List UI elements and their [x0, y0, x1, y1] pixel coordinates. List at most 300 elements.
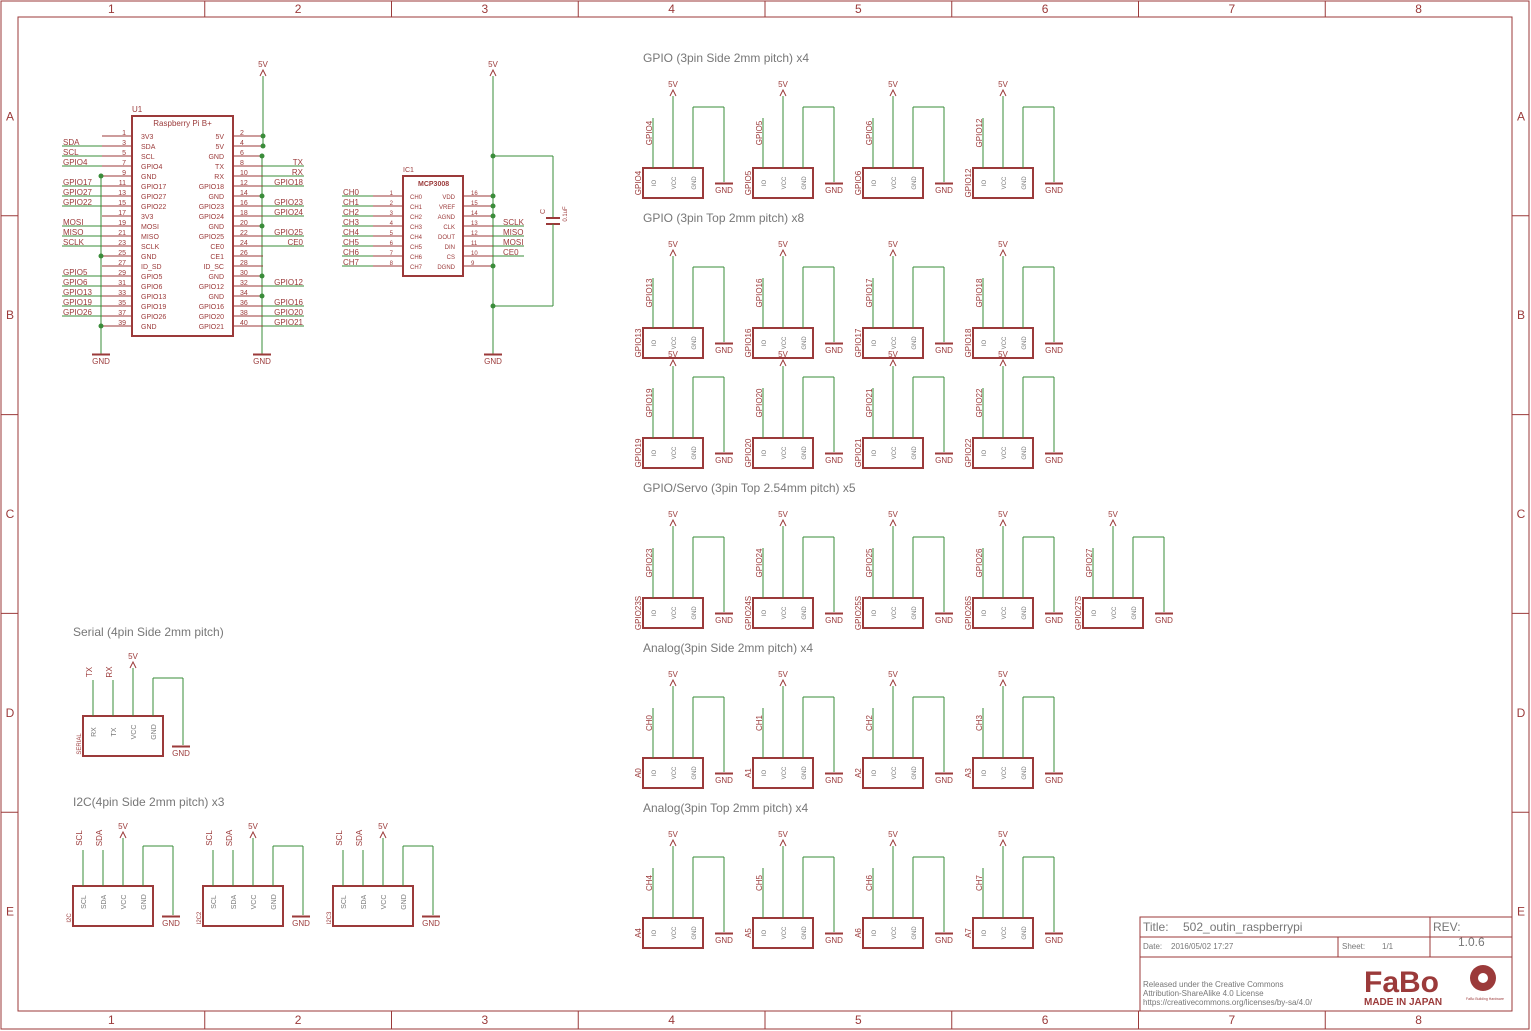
connector-3pin	[964, 510, 1063, 630]
pin-number: 6	[389, 241, 393, 247]
pin-number: 34	[240, 290, 248, 297]
pin-number: 3	[122, 140, 126, 147]
connector-3pin	[634, 240, 733, 358]
pin-name: GND	[208, 224, 224, 231]
pin-number: 3	[389, 211, 393, 217]
logo-badge-text: FaBo Building Hardware	[1466, 997, 1504, 1001]
net-label: GPIO24	[755, 548, 764, 578]
pin-label: IO	[982, 609, 988, 617]
gnd-label: GND	[1155, 616, 1173, 625]
connector-ref: A3	[964, 768, 973, 778]
pin-label: IO	[872, 929, 878, 937]
net-label: SDA	[355, 829, 364, 847]
pin-number: 5	[389, 231, 393, 237]
net-label: GPIO6	[63, 278, 88, 287]
pin-number: 33	[118, 290, 126, 297]
pin-label: IO	[762, 929, 768, 937]
connector-ref: GPIO5	[744, 170, 753, 196]
pin-name: ID_SC	[203, 264, 224, 271]
vcc-label: 5V	[668, 830, 678, 839]
pin-name: GPIO13	[141, 294, 167, 301]
pin-number: 12	[240, 180, 248, 187]
pin-number: 9	[122, 170, 126, 177]
pin-number: 18	[240, 210, 248, 217]
junction-dot	[260, 194, 265, 199]
net-label: CH7	[343, 258, 360, 267]
sheet-label: Sheet:	[1342, 942, 1366, 951]
pin-label: VCC	[121, 894, 128, 910]
pin-number: 11	[471, 241, 478, 247]
vcc-arrow	[780, 840, 786, 846]
vcc-arrow	[1000, 840, 1006, 846]
connector-section	[634, 801, 1063, 948]
pin-label: GND	[912, 766, 918, 780]
pin-label: GND	[1022, 446, 1028, 460]
net-label: GPIO21	[865, 388, 874, 418]
connector-ref: GPIO24S	[744, 595, 753, 631]
row-marker: A	[5, 109, 15, 124]
gnd-label: GND	[715, 186, 733, 195]
pin-name: GPIO24	[198, 214, 224, 221]
row-marker: E	[5, 904, 15, 919]
gnd-label: GND	[715, 936, 733, 945]
pin-label: GND	[692, 766, 698, 780]
net-label: SCL	[75, 830, 84, 846]
pin-label: VCC	[892, 766, 898, 780]
pin-name: GND	[208, 294, 224, 301]
pin-label: SDA	[361, 894, 368, 910]
pin-number: 1	[389, 191, 393, 197]
column-marker: 3	[481, 2, 489, 16]
net-label: GPIO13	[645, 278, 654, 308]
vcc-label: 5V	[998, 80, 1008, 89]
column-marker: 7	[1228, 2, 1236, 16]
pin-label: VCC	[892, 336, 898, 350]
i2c-connector	[197, 822, 310, 928]
connector-ref: SERIAL	[77, 733, 83, 755]
vcc-arrow	[780, 360, 786, 366]
pin-number: 5	[122, 150, 126, 157]
connector-section	[634, 211, 1063, 468]
pin-name: GND	[208, 274, 224, 281]
pin-label: IO	[762, 179, 768, 187]
row-marker: C	[5, 507, 15, 521]
net-label: GPIO4	[63, 158, 88, 167]
connector-3pin	[964, 830, 1063, 948]
pin-label: IO	[872, 449, 878, 457]
net-label: CH5	[343, 238, 360, 247]
vcc-label: 5V	[888, 80, 898, 89]
column-marker: 5	[855, 2, 862, 16]
pin-name: GPIO22	[141, 204, 167, 211]
pin-label: VCC	[892, 176, 898, 190]
pin-number: 38	[240, 310, 248, 317]
pin-name: SDA	[141, 144, 156, 151]
connector-ref: A0	[634, 768, 643, 778]
vcc-arrow	[780, 90, 786, 96]
pin-name: CH2	[410, 215, 423, 221]
pin-label: VCC	[892, 606, 898, 620]
rev-value: 1.0.6	[1458, 935, 1485, 949]
pin-label: IO	[652, 449, 658, 457]
pin-number: 15	[471, 201, 478, 207]
pin-name: SCLK	[141, 244, 160, 251]
pin-number: 36	[240, 300, 248, 307]
net-label: GPIO12	[975, 118, 984, 148]
vcc-label: 5V	[258, 60, 268, 69]
pin-label: VCC	[782, 446, 788, 460]
connector-ref: GPIO27S	[1074, 595, 1083, 631]
column-marker: 6	[1041, 2, 1049, 16]
gnd-label: GND	[1045, 346, 1063, 355]
vcc-arrow	[1000, 520, 1006, 526]
pin-number: 15	[118, 200, 126, 207]
connector-3pin	[634, 80, 733, 198]
net-label: GPIO24	[274, 208, 303, 217]
junction-dot	[99, 324, 104, 329]
junction-dot	[99, 174, 104, 179]
pin-label: GND	[151, 724, 158, 740]
vcc-label: 5V	[118, 822, 128, 831]
net-label: GPIO25	[865, 548, 874, 578]
connector-3pin	[854, 80, 953, 198]
vcc-label: 5V	[998, 240, 1008, 249]
net-label: GPIO20	[274, 308, 303, 317]
pin-label: SCL	[211, 895, 218, 909]
title-value: 502_outin_raspberrypi	[1183, 920, 1303, 934]
net-label: GPIO22	[975, 388, 984, 418]
net-label: CH6	[865, 874, 874, 892]
pin-name: GPIO25	[198, 234, 224, 241]
connector-3pin	[744, 830, 843, 948]
adc-ref: IC1	[403, 167, 414, 174]
pin-label: GND	[692, 446, 698, 460]
pin-name: RX	[214, 174, 224, 181]
column-marker: 8	[1415, 2, 1422, 16]
connector-ref: A4	[634, 928, 643, 938]
pin-number: 37	[118, 310, 126, 317]
pin-label: RX	[91, 727, 98, 737]
pin-number: 17	[118, 210, 126, 217]
gnd-label: GND	[1045, 616, 1063, 625]
vcc-arrow	[1000, 250, 1006, 256]
pin-name: VREF	[438, 205, 455, 211]
net-label: MISO	[503, 228, 524, 237]
raspberry-pi-header	[62, 60, 304, 366]
connector-ref: A2	[854, 768, 863, 778]
i2c-connector	[67, 822, 180, 928]
pin-name: 3V3	[141, 214, 154, 221]
pin-name: GPIO6	[141, 284, 163, 291]
connector-3pin	[634, 670, 733, 788]
pin-label: IO	[652, 769, 658, 777]
row-marker: D	[5, 705, 15, 720]
gnd-label: GND	[825, 186, 843, 195]
connector-ref: GPIO16	[744, 328, 753, 358]
row-marker: B	[5, 308, 15, 323]
pin-label: VCC	[782, 176, 788, 190]
connector-ref: I2C2	[197, 911, 203, 925]
pin-number: 27	[118, 260, 126, 267]
net-label: CE0	[503, 248, 519, 257]
vcc-arrow	[670, 360, 676, 366]
net-label: GPIO23	[274, 198, 303, 207]
license-text: https://creativecommons.org/licenses/by-sa/4.0/	[1143, 998, 1312, 1007]
net-label: GPIO13	[63, 288, 92, 297]
pin-label: GND	[1022, 766, 1028, 780]
net-label: CH2	[343, 208, 360, 217]
net-label: RX	[105, 666, 114, 678]
net-label: SCLK	[63, 238, 84, 247]
column-marker: 4	[668, 2, 675, 16]
gnd-label: GND	[92, 357, 110, 366]
net-label: GPIO20	[755, 388, 764, 418]
pin-label: IO	[982, 339, 988, 347]
pin-name: GPIO19	[141, 304, 167, 311]
pin-name: GPIO20	[198, 314, 224, 321]
pin-label: VCC	[892, 446, 898, 460]
connector-3pin	[744, 510, 843, 630]
net-label: CH5	[755, 874, 764, 892]
gnd-label: GND	[715, 616, 733, 625]
vcc-arrow	[670, 90, 676, 96]
pin-name: GPIO23	[198, 204, 224, 211]
net-label: GPIO27	[63, 188, 92, 197]
date-label: Date:	[1143, 942, 1163, 951]
vcc-label: 5V	[778, 830, 788, 839]
section-title: Analog(3pin Side 2mm pitch) x4	[643, 641, 814, 655]
section-title: GPIO (3pin Top 2mm pitch) x8	[643, 211, 805, 225]
pin-name: SCL	[141, 154, 155, 161]
connector-section	[634, 641, 1063, 788]
connector-3pin	[854, 240, 953, 358]
pin-label: GND	[802, 926, 808, 940]
connector-ref: GPIO23S	[634, 595, 643, 631]
net-label: CH2	[865, 714, 874, 732]
license-text: Released under the Creative Commons	[1143, 980, 1284, 989]
pin-name: GPIO12	[198, 284, 224, 291]
gnd-label: GND	[825, 346, 843, 355]
connector-3pin	[744, 240, 843, 358]
row-marker: C	[1516, 507, 1526, 521]
net-label: CH4	[645, 874, 654, 892]
pin-number: 39	[118, 320, 126, 327]
vcc-arrow	[130, 662, 136, 668]
pin-label: VCC	[892, 926, 898, 940]
pin-number: 4	[240, 140, 244, 147]
connector-ref: GPIO17	[854, 328, 863, 358]
column-marker: 6	[1041, 1013, 1049, 1027]
pin-name: DIN	[444, 245, 455, 251]
i2c-section	[67, 795, 440, 928]
pin-number: 7	[122, 160, 126, 167]
column-marker: 2	[294, 1013, 302, 1027]
junction-dot	[491, 304, 496, 309]
pin-label: GND	[802, 176, 808, 190]
gnd-label: GND	[935, 346, 953, 355]
net-label: CH0	[645, 714, 654, 732]
junction-dot	[260, 154, 265, 159]
pin-label: GND	[912, 176, 918, 190]
pin-number: 19	[118, 220, 126, 227]
connector-ref: GPIO6	[854, 170, 863, 196]
gnd-label: GND	[825, 776, 843, 785]
pin-label: GND	[692, 926, 698, 940]
pin-name: AGND	[437, 215, 455, 221]
gnd-label: GND	[422, 919, 440, 928]
pin-name: GPIO18	[198, 184, 224, 191]
vcc-label: 5V	[668, 240, 678, 249]
junction-dot	[261, 144, 266, 149]
connector-ref: GPIO26S	[964, 595, 973, 631]
net-label: GPIO6	[865, 120, 874, 146]
gnd-label: GND	[1045, 936, 1063, 945]
pin-label: IO	[872, 769, 878, 777]
connector-ref: A7	[964, 928, 973, 938]
vcc-arrow	[890, 360, 896, 366]
column-marker: 7	[1228, 1013, 1236, 1027]
vcc-arrow	[780, 520, 786, 526]
pin-name: GPIO21	[198, 324, 224, 331]
pin-label: SCL	[81, 895, 88, 909]
pin-name: GND	[208, 154, 224, 161]
vcc-label: 5V	[888, 670, 898, 679]
gnd-label: GND	[292, 919, 310, 928]
pin-name: GPIO16	[198, 304, 224, 311]
pin-label: VCC	[251, 894, 258, 910]
pin-name: DOUT	[438, 235, 455, 241]
section-title: Serial (4pin Side 2mm pitch)	[73, 625, 224, 639]
net-label: TX	[85, 666, 94, 678]
gnd-label: GND	[253, 357, 271, 366]
net-label: GPIO21	[274, 318, 303, 327]
vcc-arrow	[1000, 680, 1006, 686]
pin-label: GND	[401, 894, 408, 910]
connector-3pin	[744, 670, 843, 788]
pin-label: IO	[1092, 609, 1098, 617]
vcc-label: 5V	[668, 510, 678, 519]
pin-name: ID_SD	[141, 264, 162, 271]
pin-number: 29	[118, 270, 126, 277]
gnd-label: GND	[715, 776, 733, 785]
pin-number: 2	[240, 130, 244, 137]
pin-number: 40	[240, 320, 248, 327]
junction-dot	[261, 134, 266, 139]
pin-label: GND	[1022, 606, 1028, 620]
vcc-arrow	[1110, 520, 1116, 526]
pin-number: 16	[471, 191, 478, 197]
pin-number: 14	[471, 211, 478, 217]
pin-label: VCC	[782, 766, 788, 780]
date-value: 2016/05/02 17:27	[1171, 942, 1234, 951]
junction-dot	[491, 154, 496, 159]
pin-label: VCC	[131, 724, 138, 740]
pin-label: IO	[762, 449, 768, 457]
net-label: MOSI	[503, 238, 524, 247]
vcc-label: 5V	[888, 350, 898, 359]
net-label: GPIO16	[755, 278, 764, 308]
pin-name: CH5	[410, 245, 423, 251]
vcc-arrow	[380, 832, 386, 838]
net-label: GPIO19	[645, 388, 654, 418]
vcc-label: 5V	[778, 240, 788, 249]
pin-label: VCC	[672, 926, 678, 940]
rev-label: REV:	[1433, 920, 1461, 934]
vcc-label: 5V	[248, 822, 258, 831]
connector-3pin	[634, 350, 733, 468]
pin-label: IO	[652, 179, 658, 187]
pin-label: GND	[802, 606, 808, 620]
pin-number: 32	[240, 280, 248, 287]
pin-number: 35	[118, 300, 126, 307]
pin-label: GND	[802, 336, 808, 350]
pin-label: VCC	[782, 926, 788, 940]
connector-ref: GPIO4	[634, 170, 643, 196]
net-label: CH0	[343, 188, 360, 197]
gnd-label: GND	[1045, 456, 1063, 465]
pin-name: GND	[141, 174, 157, 181]
pin-name: CH4	[410, 235, 423, 241]
pin-label: IO	[872, 609, 878, 617]
connector-3pin	[964, 240, 1063, 358]
section-title: GPIO/Servo (3pin Top 2.54mm pitch) x5	[643, 481, 856, 495]
pin-label: VCC	[672, 766, 678, 780]
pin-number: 11	[118, 180, 126, 187]
connector-3pin	[634, 510, 733, 630]
pin-label: SDA	[231, 894, 238, 910]
connector-ref: GPIO20	[744, 438, 753, 468]
connector-ref: GPIO22	[964, 438, 973, 468]
vcc-label: 5V	[488, 60, 498, 69]
net-label: SCL	[205, 830, 214, 846]
connector-3pin	[964, 350, 1063, 468]
pin-label: VCC	[1002, 766, 1008, 780]
net-label: GPIO26	[63, 308, 92, 317]
net-label: CH1	[755, 714, 764, 732]
gnd-label: GND	[172, 749, 190, 758]
connector-ref: GPIO18	[964, 328, 973, 358]
sheet-value: 1/1	[1382, 942, 1394, 951]
pin-label: GND	[802, 766, 808, 780]
net-label: CH7	[975, 874, 984, 892]
pin-name: CH6	[410, 255, 423, 261]
pin-number: 25	[118, 250, 126, 257]
pin-name: CH7	[410, 265, 423, 271]
vcc-arrow	[1000, 360, 1006, 366]
pin-label: IO	[982, 449, 988, 457]
license-text: Attribution-ShareAlike 4.0 License	[1143, 989, 1264, 998]
pin-name: 5V	[215, 134, 224, 141]
vcc-arrow	[260, 70, 266, 76]
pin-label: IO	[982, 929, 988, 937]
pin-number: 24	[240, 240, 248, 247]
net-label: TX	[292, 158, 303, 167]
connector-3pin	[854, 830, 953, 948]
gnd-label: GND	[162, 919, 180, 928]
vcc-label: 5V	[998, 830, 1008, 839]
pin-label: GND	[692, 606, 698, 620]
connector-3pin	[634, 830, 733, 948]
pin-number: 10	[471, 251, 478, 257]
connector-3pin	[854, 670, 953, 788]
junction-dot	[491, 264, 496, 269]
pin-label: SCL	[341, 895, 348, 909]
row-marker: E	[1516, 904, 1526, 919]
vcc-label: 5V	[998, 670, 1008, 679]
pin-label: VCC	[672, 176, 678, 190]
vcc-label: 5V	[778, 80, 788, 89]
pin-label: VCC	[1112, 606, 1118, 620]
